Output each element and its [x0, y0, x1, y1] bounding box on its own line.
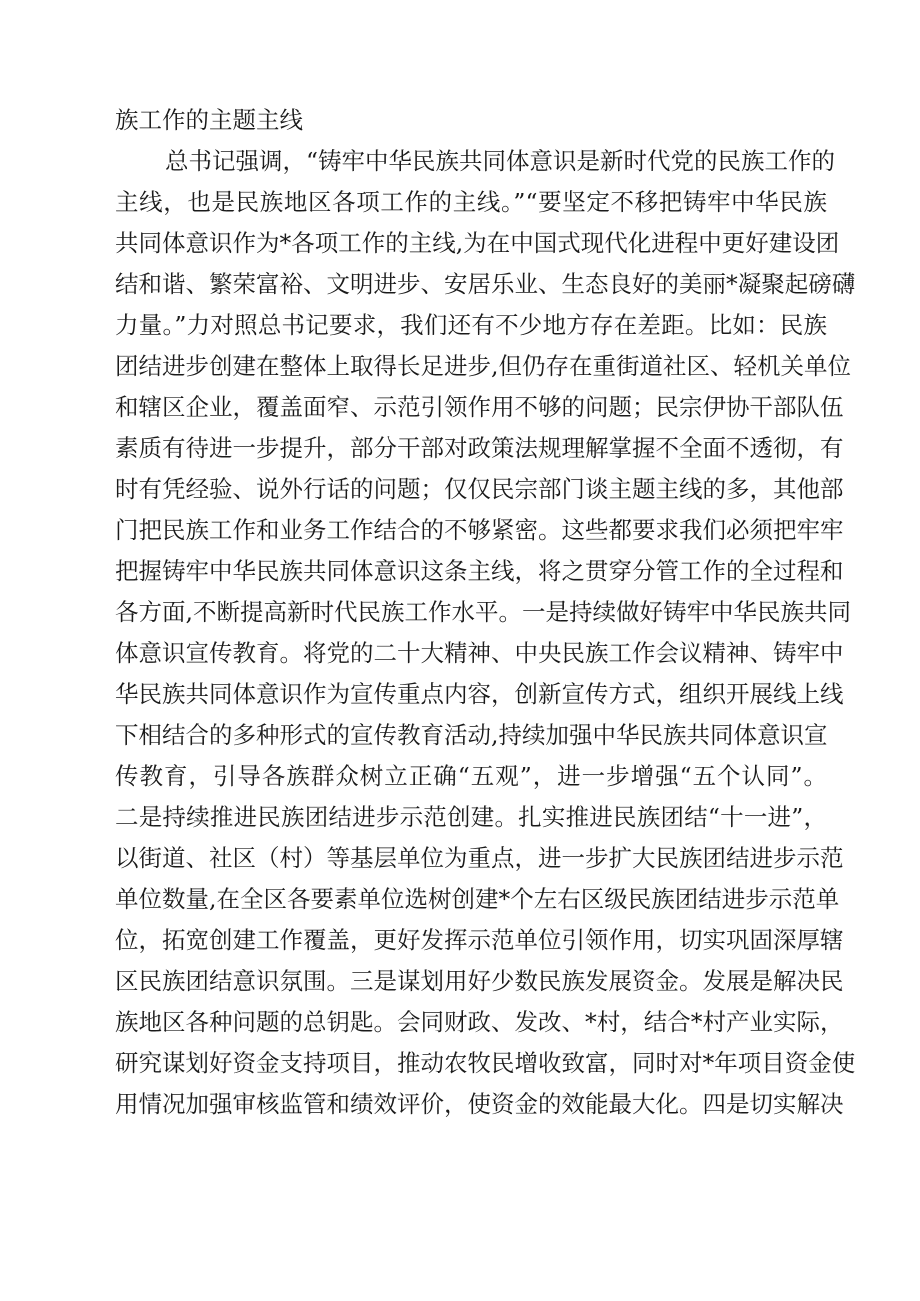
text-line: 和辖区企业，覆盖面窄、示范引领作用不够的问题；民宗伊协干部队伍 — [115, 393, 844, 421]
text-line: 位，拓宽创建工作覆盖，更好发挥示范单位引领作用，切实巩固深厚辖 — [115, 926, 844, 954]
text-line: 共同体意识作为*各项工作的主线,为在中国式现代化进程中更好建设团 — [115, 229, 840, 257]
text-line: 以街道、社区（村）等基层单位为重点，进一步扩大民族团结进步示范 — [115, 844, 844, 872]
text-line: 区民族团结意识氛围。三是谋划用好少数民族发展资金。发展是解决民 — [115, 967, 844, 995]
text-line: 结和谐、繁荣富裕、文明进步、安居乐业、生态良好的美丽*凝聚起磅礴 — [115, 270, 856, 298]
text-line: 体意识宣传教育。将党的二十大精神、中央民族工作会议精神、铸牢中 — [115, 639, 844, 667]
text-line: 传教育，引导各族群众树立正确“五观”，进一步增强“五个认同”。 — [115, 762, 827, 790]
text-line: 研究谋划好资金支持项目，推动农牧民增收致富，同时对*年项目资金使 — [115, 1049, 856, 1077]
text-line: 团结进步创建在整体上取得长足进步,但仍存在重街道社区、轻机关单位 — [115, 352, 851, 380]
text-line: 力量。”力对照总书记要求，我们还有不少地方存在差距。比如：民族 — [115, 311, 827, 339]
text-line: 用情况加强审核监管和绩效评价，使资金的效能最大化。四是切实解决 — [115, 1090, 844, 1118]
text-line: 族工作的主题主线 — [115, 106, 303, 134]
text-line: 下相结合的多种形式的宣传教育活动,持续加强中华民族共同体意识宣 — [115, 721, 828, 749]
text-line: 单位数量,在全区各要素单位选树创建*个左右区级民族团结进步示范单 — [115, 885, 840, 913]
text-line: 华民族共同体意识作为宣传重点内容，创新宣传方式，组织开展线上线 — [115, 680, 844, 708]
text-line: 把握铸牢中华民族共同体意识这条主线，将之贯穿分管工作的全过程和 — [115, 557, 844, 585]
text-line: 素质有待进一步提升，部分干部对政策法规理解掌握不全面不透彻，有 — [115, 434, 844, 462]
text-line: 时有凭经验、说外行话的问题；仅仅民宗部门谈主题主线的多，其他部 — [115, 475, 844, 503]
paragraph-first-line: 总书记强调，“铸牢中华民族共同体意识是新时代党的民族工作的 — [165, 147, 836, 175]
text-line: 各方面,不断提高新时代民族工作水平。一是持续做好铸牢中华民族共同 — [115, 598, 851, 626]
text-line: 主线，也是民族地区各项工作的主线。”“要坚定不移把铸牢中华民族 — [115, 188, 827, 216]
text-line: 族地区各种问题的总钥匙。会同财政、发改、*村，结合*村产业实际， — [115, 1008, 844, 1036]
text-line: 门把民族工作和业务工作结合的不够紧密。这些都要求我们必须把牢牢 — [115, 516, 844, 544]
text-line: 二是持续推进民族团结进步示范创建。扎实推进民族团结“十一进”， — [115, 803, 827, 831]
